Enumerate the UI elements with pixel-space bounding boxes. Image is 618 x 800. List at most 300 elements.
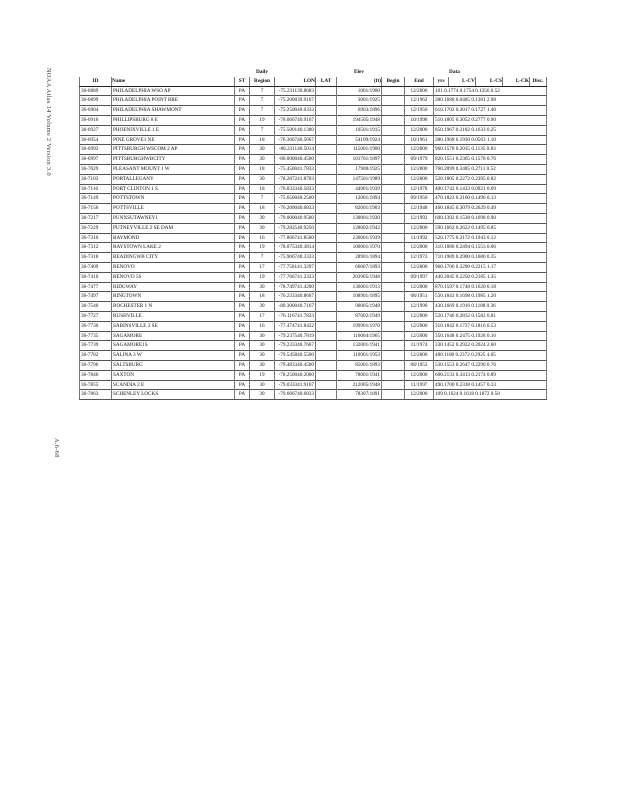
row-id: 36-6927 <box>80 125 112 135</box>
row-id: 36-6916 <box>80 115 112 125</box>
row-region: 19 <box>250 115 275 125</box>
row-id: 36-7156 <box>80 204 112 214</box>
row-id: 36-7739 <box>80 341 112 351</box>
row-stats: 530.1553 0.2647 0.2290 0.76 <box>434 360 547 370</box>
row-id: 36-7735 <box>80 331 112 341</box>
table-row <box>80 272 547 282</box>
header-end: End <box>405 77 434 86</box>
row-end: 12/1992 <box>405 213 434 223</box>
row-end: 12/1990 <box>405 302 434 312</box>
row-begin <box>382 204 405 214</box>
row-stats: 380.1968 0.1930 0.0563 1.10 <box>434 135 547 145</box>
row-region: 18 <box>250 204 275 214</box>
row-state: PA <box>235 135 250 145</box>
row-id: 36-7310 <box>80 233 112 243</box>
row-end: 09/1997 <box>405 272 434 282</box>
row-id: 36-7497 <box>80 292 112 302</box>
row-stats: 440.2045 0.2250 0.2185 1.35 <box>434 272 547 282</box>
row-begin <box>382 292 405 302</box>
row-elev-begin: 194505/1948 <box>337 115 382 125</box>
row-name: PHOENIXVILLE 1 E <box>112 125 235 135</box>
row-lon-lat: -76.033340.5833 <box>275 184 316 194</box>
table-row <box>80 223 547 233</box>
row-stats: 520.1805 0.2272 0.2395 0.82 <box>434 174 547 184</box>
row-name: RAYSTOWN LAKE 2 <box>112 243 235 253</box>
row-end: 12/1978 <box>405 184 434 194</box>
row-id: 36-7217 <box>80 213 112 223</box>
row-region: 17 <box>250 262 275 272</box>
row-stats: 530.1843 0.1698 0.1985 1.20 <box>434 292 547 302</box>
row-begin <box>382 321 405 331</box>
row-lat <box>316 145 337 155</box>
row-end: 11/1992 <box>405 233 434 243</box>
row-id: 36-7149 <box>80 194 112 204</box>
row-elev-begin: 90005/1948 <box>337 302 382 312</box>
row-stats: 310.1886 0.2494 0.1553 0.06 <box>434 243 547 253</box>
row-id: 36-7103 <box>80 174 112 184</box>
row-name: ROCHESTER 1 N <box>112 302 235 312</box>
row-state: PA <box>235 253 250 263</box>
row-lat <box>316 370 337 380</box>
row-region: 16 <box>250 321 275 331</box>
row-elev-begin: 203905/1948 <box>337 272 382 282</box>
row-region: 30 <box>250 145 275 155</box>
row-lon-lat: -77.474741.8422 <box>275 321 316 331</box>
row-stats: 600.1392 0.1538 0.1698 0.90 <box>434 213 547 223</box>
row-elev-begin: 101701/1897 <box>337 155 382 165</box>
row-lon-lat: -79.000040.9500 <box>275 213 316 223</box>
row-name: PINE GROVE1 NE <box>112 135 235 145</box>
row-lat <box>316 233 337 243</box>
row-begin <box>382 243 405 253</box>
row-region: 30 <box>250 302 275 312</box>
row-lon-lat: -80.231140.5014 <box>275 145 316 155</box>
table-row <box>80 86 547 96</box>
row-end: 12/1948 <box>405 204 434 214</box>
row-elev-begin: 17900/1925 <box>337 164 382 174</box>
row-stats: 820.1551 0.2365 0.1578 0.76 <box>434 155 547 165</box>
row-region: 30 <box>250 282 275 292</box>
row-stats: 490.1700 0.2338 0.1457 0.33 <box>434 380 547 390</box>
row-state: PA <box>235 390 250 400</box>
header-ft: (ft) <box>337 77 382 86</box>
row-elev-begin: 6903/1896 <box>337 106 382 116</box>
row-lat <box>316 106 337 116</box>
row-lon-lat: -79.233340.7667 <box>275 341 316 351</box>
row-region: 18 <box>250 292 275 302</box>
row-begin <box>382 253 405 263</box>
row-state: PA <box>235 223 250 233</box>
row-state: PA <box>235 164 250 174</box>
table-row <box>80 164 547 174</box>
row-stats: 610.1702 0.3017 0.1727 1.40 <box>434 106 547 116</box>
row-end: 12/1972 <box>405 253 434 263</box>
row-lon-lat: -76.116741.7833 <box>275 311 316 321</box>
row-name: PITTSBURGHWBCITY <box>112 155 235 165</box>
table-row <box>80 321 547 331</box>
row-region: 18 <box>250 164 275 174</box>
row-state: PA <box>235 311 250 321</box>
row-id: 36-7863 <box>80 390 112 400</box>
row-begin <box>382 370 405 380</box>
row-state: PA <box>235 331 250 341</box>
row-lon-lat: -80.000040.4500 <box>275 155 316 165</box>
table-row <box>80 243 547 253</box>
row-state: PA <box>235 204 250 214</box>
header-elev: Elev <box>353 69 364 75</box>
row-region: 19 <box>250 243 275 253</box>
row-name: PLEASANT MOUNT 1 W <box>112 164 235 174</box>
table-row <box>80 311 547 321</box>
row-end: 09/1956 <box>405 194 434 204</box>
row-begin <box>382 223 405 233</box>
row-name: RINGTOWN <box>112 292 235 302</box>
row-name: PORTALLEGANY <box>112 174 235 184</box>
row-region: 30 <box>250 331 275 341</box>
row-end: 12/2000 <box>405 390 434 400</box>
row-begin <box>382 174 405 184</box>
table-row <box>80 213 547 223</box>
row-id: 36-7229 <box>80 223 112 233</box>
table-row <box>80 155 547 165</box>
table-row <box>80 351 547 361</box>
row-begin <box>382 233 405 243</box>
row-end: 08/1952 <box>405 360 434 370</box>
header-st: ST <box>235 77 250 86</box>
row-id: 36-7730 <box>80 321 112 331</box>
row-name: PHILADELPHIA SHAWMONT <box>112 106 235 116</box>
row-lat <box>316 115 337 125</box>
row-lon-lat: -76.200040.6833 <box>275 204 316 214</box>
row-state: PA <box>235 321 250 331</box>
row-state: PA <box>235 213 250 223</box>
row-lon-lat: -75.966740.3333 <box>275 253 316 263</box>
row-stats: 470.1823 0.2160 0.1496 0.13 <box>434 194 547 204</box>
row-lat <box>316 96 337 106</box>
row-elev-begin: 132001/1941 <box>337 341 382 351</box>
row-region: 19 <box>250 272 275 282</box>
row-state: PA <box>235 106 250 116</box>
row-stats: 510.1805 0.3052 0.2777 0.90 <box>434 115 547 125</box>
row-name: POTTSTOWN <box>112 194 235 204</box>
row-lat <box>316 86 337 96</box>
row-name: PORT CLINTON 1 S <box>112 184 235 194</box>
row-state: PA <box>235 292 250 302</box>
row-lat <box>316 351 337 361</box>
row-begin <box>382 194 405 204</box>
table-row <box>80 331 547 341</box>
row-begin <box>382 184 405 194</box>
row-elev-begin: 78307/1891 <box>337 390 382 400</box>
row-region: 30 <box>250 351 275 361</box>
row-end: 12/2000 <box>405 174 434 184</box>
row-lat <box>316 204 337 214</box>
row-end: 10/1998 <box>405 115 434 125</box>
row-name: RAYMOND <box>112 233 235 243</box>
row-name: SABINSVILLE 3 SE <box>112 321 235 331</box>
row-elev-begin: 3001/1925 <box>337 96 382 106</box>
row-name: SAGAMORE1S <box>112 341 235 351</box>
header-group-row <box>80 68 547 77</box>
row-end: 11/1997 <box>405 380 434 390</box>
row-end: 12/2000 <box>405 311 434 321</box>
row-name: RENOVO 5S <box>112 272 235 282</box>
row-region: 7 <box>250 86 275 96</box>
row-lat <box>316 213 337 223</box>
row-stats: 380.1680 0.0485 0.1381 2.98 <box>434 96 547 106</box>
header-daily: Daily <box>255 69 269 75</box>
row-stats: 109 0.1624 0.1618 0.1872 0.58 <box>434 390 547 400</box>
table-body <box>80 86 547 400</box>
row-state: PA <box>235 272 250 282</box>
row-region: 30 <box>250 360 275 370</box>
row-elev-begin: 12001/1894 <box>337 194 382 204</box>
row-state: PA <box>235 194 250 204</box>
row-name: READINGWB CITY <box>112 253 235 263</box>
row-id: 36-7782 <box>80 351 112 361</box>
row-elev-begin: 130001/1930 <box>337 213 382 223</box>
row-id: 36-7477 <box>80 282 112 292</box>
row-lon-lat: -78.287241.8703 <box>275 174 316 184</box>
row-lon-lat: -78.749741.4200 <box>275 282 316 292</box>
row-lon-lat: -75.231139.8683 <box>275 86 316 96</box>
row-region: 7 <box>250 194 275 204</box>
row-end: 12/2000 <box>405 321 434 331</box>
row-end: 08/1951 <box>405 292 434 302</box>
row-region: 30 <box>250 390 275 400</box>
row-begin <box>382 331 405 341</box>
row-state: PA <box>235 370 250 380</box>
row-name: RUSHVILLE <box>112 311 235 321</box>
row-elev-begin: 54109/1924 <box>337 135 382 145</box>
row-end: 12/2000 <box>405 125 434 135</box>
table-row <box>80 106 547 116</box>
row-id: 36-7116 <box>80 184 112 194</box>
row-state: PA <box>235 125 250 135</box>
row-state: PA <box>235 155 250 165</box>
table-row <box>80 233 547 243</box>
row-stats: 850.1967 0.2182 0.1633 0.25 <box>434 125 547 135</box>
row-id: 36-7855 <box>80 380 112 390</box>
row-elev-begin: 116004/1965 <box>337 331 382 341</box>
row-lon-lat: -79.033341.9167 <box>275 380 316 390</box>
row-lon-lat: -78.250040.2000 <box>275 370 316 380</box>
row-region: 30 <box>250 174 275 184</box>
row-elev-begin: 147501/1989 <box>337 174 382 184</box>
header-name: Name <box>112 77 235 86</box>
row-stats: 960.1706 0.3290 0.2215 1.17 <box>434 262 547 272</box>
row-region: 17 <box>250 311 275 321</box>
row-lat <box>316 194 337 204</box>
table-row <box>80 282 547 292</box>
row-elev-begin: 44901/1939 <box>337 184 382 194</box>
header-lcs: L-CS <box>476 77 503 86</box>
row-name: SAGAMORE <box>112 331 235 341</box>
row-name: PITTSBURGH WSCOM 2 AP <box>112 145 235 155</box>
row-state: PA <box>235 86 250 96</box>
row-begin <box>382 145 405 155</box>
station-statistics-table <box>79 68 547 400</box>
row-lon-lat: -76.366740.5667 <box>275 135 316 145</box>
row-id: 36-7846 <box>80 370 112 380</box>
header-id: ID <box>80 77 112 86</box>
row-name: SCHENLEY LOCKS <box>112 390 235 400</box>
row-lat <box>316 311 337 321</box>
row-elev-begin: 28901/1894 <box>337 253 382 263</box>
row-lon-lat: -75.650040.2500 <box>275 194 316 204</box>
header-lon: LON <box>275 77 316 86</box>
table-row <box>80 360 547 370</box>
header-region: Region <box>250 77 275 86</box>
row-begin <box>382 360 405 370</box>
row-elev-begin: 87002/1949 <box>337 311 382 321</box>
table-row <box>80 135 547 145</box>
row-stats: 870.1597 0.1748 0.1620 0.18 <box>434 282 547 292</box>
row-elev-begin: 66007/1893 <box>337 262 382 272</box>
row-lon-lat: -79.237540.7819 <box>275 331 316 341</box>
row-begin <box>382 311 405 321</box>
row-region: 7 <box>250 96 275 106</box>
row-begin <box>382 351 405 361</box>
table-row <box>80 184 547 194</box>
header-lcv: L-CV <box>449 77 476 86</box>
row-stats: 520.1746 0.2832 0.1582 0.81 <box>434 311 547 321</box>
row-region: 16 <box>250 233 275 243</box>
row-id: 36-6997 <box>80 155 112 165</box>
row-end: 12/2000 <box>405 351 434 361</box>
row-stats: 101 0.1774 0.1754 0.1356 0.52 <box>434 86 547 96</box>
row-elev-begin: 110901/1953 <box>337 351 382 361</box>
row-state: PA <box>235 302 250 312</box>
row-begin <box>382 262 405 272</box>
row-state: PA <box>235 233 250 243</box>
row-state: PA <box>235 184 250 194</box>
row-begin <box>382 125 405 135</box>
row-lat <box>316 272 337 282</box>
row-id: 36-6889 <box>80 86 112 96</box>
table-row <box>80 380 547 390</box>
row-state: PA <box>235 360 250 370</box>
row-elev-begin: 1001/1900 <box>337 86 382 96</box>
row-elev-begin: 136001/1913 <box>337 282 382 292</box>
row-lat <box>316 302 337 312</box>
row-elev-begin: 115001/1900 <box>337 145 382 155</box>
page-number: A.6-68 <box>53 438 60 458</box>
row-name: PUNXSUTAWNEY1 <box>112 213 235 223</box>
row-region: 30 <box>250 380 275 390</box>
row-elev-begin: 199901/1970 <box>337 321 382 331</box>
row-stats: 960.1578 0.2035 0.1135 0.83 <box>434 145 547 155</box>
row-state: PA <box>235 145 250 155</box>
row-lat <box>316 380 337 390</box>
row-state: PA <box>235 96 250 106</box>
row-region: 30 <box>250 223 275 233</box>
row-end: 12/1962 <box>405 96 434 106</box>
row-lon-lat: -79.666740.6833 <box>275 390 316 400</box>
row-end: 12/2000 <box>405 331 434 341</box>
row-region: 30 <box>250 213 275 223</box>
row-lon-lat: -77.766741.2333 <box>275 272 316 282</box>
row-elev-begin: 230001/1939 <box>337 233 382 243</box>
row-elev-begin: 82001/1903 <box>337 204 382 214</box>
row-stats: 460.1845 0.3079 0.2629 0.49 <box>434 204 547 214</box>
row-state: PA <box>235 351 250 361</box>
row-lon-lat: -79.545840.5500 <box>275 351 316 361</box>
row-lon-lat: -78.066740.9167 <box>275 115 316 125</box>
row-lon-lat: -75.250040.0333 <box>275 106 316 116</box>
row-stats: 710.1989 0.2900 0.1680 0.35 <box>434 253 547 263</box>
row-region: 18 <box>250 184 275 194</box>
row-lon-lat: -75.450041.7833 <box>275 164 316 174</box>
row-region: 7 <box>250 106 275 116</box>
row-lon-lat: -77.758141.3297 <box>275 262 316 272</box>
row-id: 36-6993 <box>80 145 112 155</box>
row-name: SALINA 3 W <box>112 351 235 361</box>
header-disc: Disc. <box>530 77 547 86</box>
row-end: 09/1979 <box>405 155 434 165</box>
row-end: 10/1961 <box>405 135 434 145</box>
table-row <box>80 145 547 155</box>
row-id: 36-6899 <box>80 96 112 106</box>
row-state: PA <box>235 174 250 184</box>
row-stats: 600.2133 0.3413 0.2174 0.89 <box>434 370 547 380</box>
row-id: 36-7540 <box>80 302 112 312</box>
row-state: PA <box>235 243 250 253</box>
row-begin <box>382 272 405 282</box>
row-end: 11/1974 <box>405 341 434 351</box>
row-name: POTTSVILLE <box>112 204 235 214</box>
row-stats: 520.1775 0.2172 0.1943 0.12 <box>434 233 547 243</box>
row-begin <box>382 302 405 312</box>
row-begin <box>382 106 405 116</box>
row-begin <box>382 390 405 400</box>
row-lon-lat: -77.866741.8500 <box>275 233 316 243</box>
row-lat <box>316 174 337 184</box>
row-lat <box>316 135 337 145</box>
row-lon-lat: -79.483340.4500 <box>275 360 316 370</box>
table-row <box>80 302 547 312</box>
row-stats: 590.1662 0.2622 0.1495 0.85 <box>434 223 547 233</box>
row-lon-lat: -78.075340.3814 <box>275 243 316 253</box>
row-stats: 430.1669 0.1916 0.1188 0.36 <box>434 302 547 312</box>
row-elev-begin: 128002/1942 <box>337 223 382 233</box>
row-region: 7 <box>250 253 275 263</box>
row-begin <box>382 213 405 223</box>
row-name: RIDGWAY <box>112 282 235 292</box>
row-begin <box>382 96 405 106</box>
table-row <box>80 370 547 380</box>
row-lat <box>316 360 337 370</box>
table-row <box>80 115 547 125</box>
row-lat <box>316 155 337 165</box>
table-row <box>80 125 547 135</box>
row-name: SALTSBURG <box>112 360 235 370</box>
row-lat <box>316 253 337 263</box>
row-end: 12/1956 <box>405 106 434 116</box>
row-name: RENOVO <box>112 262 235 272</box>
row-stats: 310.1842 0.1727 0.1816 0.53 <box>434 321 547 331</box>
row-id: 36-7029 <box>80 164 112 174</box>
table-row <box>80 96 547 106</box>
row-state: PA <box>235 282 250 292</box>
document-title-vertical: NOAA Atlas 14 Volume 2 Version 3.0 <box>45 68 52 176</box>
header-column-row <box>80 77 547 86</box>
row-end: 12/2000 <box>405 223 434 233</box>
row-name: SAXTON <box>112 370 235 380</box>
table-row <box>80 253 547 263</box>
row-lat <box>316 331 337 341</box>
row-end: 12/2000 <box>405 262 434 272</box>
